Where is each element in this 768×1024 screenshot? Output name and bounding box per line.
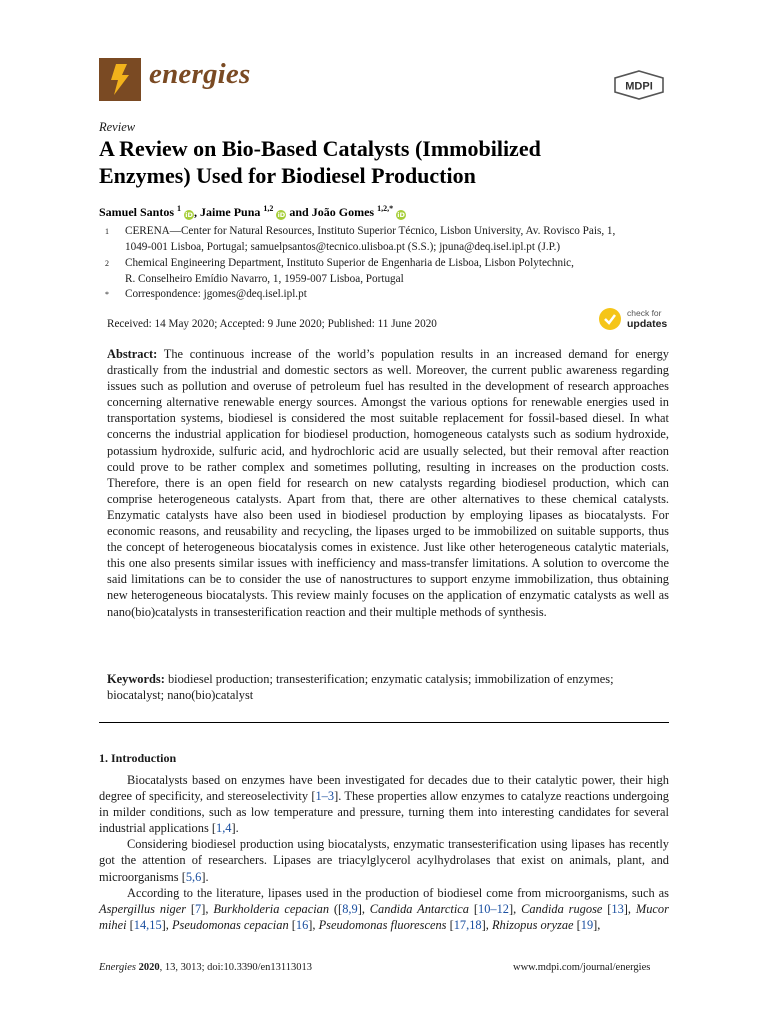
citation-link[interactable]: 19: [580, 917, 594, 932]
footer-citation: Energies 2020, 13, 3013; doi:10.3390/en13113013: [99, 962, 313, 973]
publication-dates: Received: 14 May 2020; Accepted: 9 June 2020; Published: 11 June 2020: [107, 318, 437, 330]
paragraph: Biocatalysts based on enzymes have been investigated for decades due to their catalytic power, their high degree of specificity, and stereoselectivity [1–3]. These properties allow enzymes to catalyze reactions undergoing in milder conditions, such as low temperature and pressure, turning them into interesting candidates for several industrial applications [1,4].: [99, 773, 669, 836]
abstract-text: The continuous increase of the world’s population results in an increased demand for energy drastically from the industrial and domestic sectors as well. Moreover, the current public awareness regarding issues such as pollution and overuse of petroleum fuel has resulted in the development of research approaches concerning alternative renewable energy sources. Amongst the various options for renewable energies used in transportation systems, biodiesel is considered the most suitable replacement for fossil-based diesel. In what concerns the industrial application for biodiesel production, homogeneous catalysts such as sodium hydroxide, potassium hydroxide, sulfuric acid, and hydrochloric acid are usually selected, but their removal after reaction could prove to be rather complex and sometimes polluting, resulting in increases on the production costs. Therefore, there is an open field for research on new catalysts regarding biodiesel production, which can comprise heterogeneous catalysts. Apart from that, there are other alternatives to these chemical catalysts. Enzymatic catalysts have also been used in biodiesel production by employing lipases as biocatalysts. For economic reasons, and reusability and recycling, the lipases urged to be immobilized on suitable supports, thus the concept of heterogeneous biocatalysis comes in existence. Just like other heterogeneous catalytic materials, this one also presents similar issues with inefficiency and mass-transfer limitations. A solution to overcome the said limitations can be to consider the use of nanostructures to support enzyme immobilization, thus obtaining new heterogeneous biocatalysts. This review mainly focuses on the application of enzymatic catalysts as well as nano(bio)catalysts in transesterification reaction and their multiple methods of synthesis.: [107, 347, 669, 619]
citation-link[interactable]: 1–3: [315, 789, 335, 804]
author-affiliation-mark: 1: [177, 204, 182, 213]
keywords-text: biodiesel production; transesterification; enzymatic catalysis; immobilization of enzymes; biocatalyst; nano(bio)catalyst: [107, 672, 614, 703]
author-name[interactable]: João Gomes: [311, 205, 375, 219]
citation-link[interactable]: 17,18: [453, 917, 482, 932]
article-type: Review: [99, 120, 136, 134]
citation-link[interactable]: 1,4: [216, 821, 232, 836]
abstract-label: Abstract:: [107, 347, 158, 361]
keywords-label: Keywords:: [107, 672, 165, 686]
paragraph: According to the literature, lipases used in the production of biodiesel come from microorganisms, such as Aspergillus niger [7], Burkholderia cepacian ([8,9], Candida Antarctica [10–12], Candida rugose [13], Mucor mihei [14,15], Pseudomonas cepacian [16], Pseudomonas fluorescens [17,18], Rhizopus oryzae [19],: [99, 885, 669, 932]
orcid-icon[interactable]: iD: [397, 211, 405, 219]
orcid-icon[interactable]: iD: [277, 211, 286, 219]
citation-link[interactable]: 5,6: [185, 869, 202, 884]
mdpi-logo: [613, 70, 665, 100]
correspondence: * Correspondence: jgomes@deq.isel.ipl.pt: [105, 288, 307, 300]
author-name[interactable]: Jaime Puna: [200, 205, 261, 219]
citation-link[interactable]: 14,15: [133, 917, 162, 932]
title-line-2: Enzymes) Used for Biodiesel Production: [99, 163, 476, 188]
author-list: Samuel Santos $^1$ iD, Jaime Puna $^{1,2}$ iD and João Gomes $^{1,2,*}$ iD: [99, 204, 405, 219]
footer-url[interactable]: www.mdpi.com/journal/energies: [513, 962, 651, 973]
abstract: [107, 346, 669, 620]
citation-link[interactable]: 8,9: [342, 901, 358, 916]
affiliation-2: 2 Chemical Engineering Department, Instituto Superior de Engenharia de Lisboa, Lisbon Polytechnic, R. Conselheiro Emídio Navarro, 1, 1959-007 Lisboa, Portugal: [105, 257, 574, 285]
introduction-body: [99, 772, 669, 933]
lightning-bolt-icon: [99, 58, 141, 101]
citation-link[interactable]: 13: [611, 901, 624, 916]
affiliation-1: 1 CERENA—Center for Natural Resources, Instituto Superior Técnico, Lisbon University, Av. Rovisco Pais, 1, 1049-001 Lisboa, Portugal; samuelpsantos@tecnico.ulisboa.pt (S.S.); jpuna@deq.isel.ipl.pt (J.P.): [105, 225, 616, 253]
author-name[interactable]: Samuel Santos: [99, 205, 175, 219]
author-affiliation-mark: 1,2: [263, 204, 274, 213]
check-for-updates-badge[interactable]: check for updates: [599, 306, 671, 334]
title-line-1: A Review on Bio-Based Catalysts (Immobilized: [99, 136, 541, 161]
journal-logo: [99, 58, 141, 101]
section-heading: 1. Introduction: [99, 751, 177, 765]
article-title: [99, 135, 679, 189]
orcid-icon[interactable]: iD: [185, 211, 193, 219]
divider: [99, 722, 669, 723]
citation-link[interactable]: 16: [295, 917, 309, 932]
mdpi-logo-text: MDPI: [625, 80, 653, 93]
paragraph: Considering biodiesel production using biocatalysts, enzymatic transesterification using lipases has recently got the attention of researchers. Lipases are triacylglycerol acylhydrolases that exist on animals, plant, and microorganisms [5,6].: [99, 837, 669, 884]
check-updates-icon: [599, 308, 621, 330]
journal-name: energies: [149, 58, 251, 90]
citation-link[interactable]: 7: [195, 901, 202, 916]
keywords: [107, 671, 669, 703]
citation-link[interactable]: 10–12: [478, 901, 509, 916]
author-affiliation-mark: 1,2,*: [377, 204, 394, 213]
